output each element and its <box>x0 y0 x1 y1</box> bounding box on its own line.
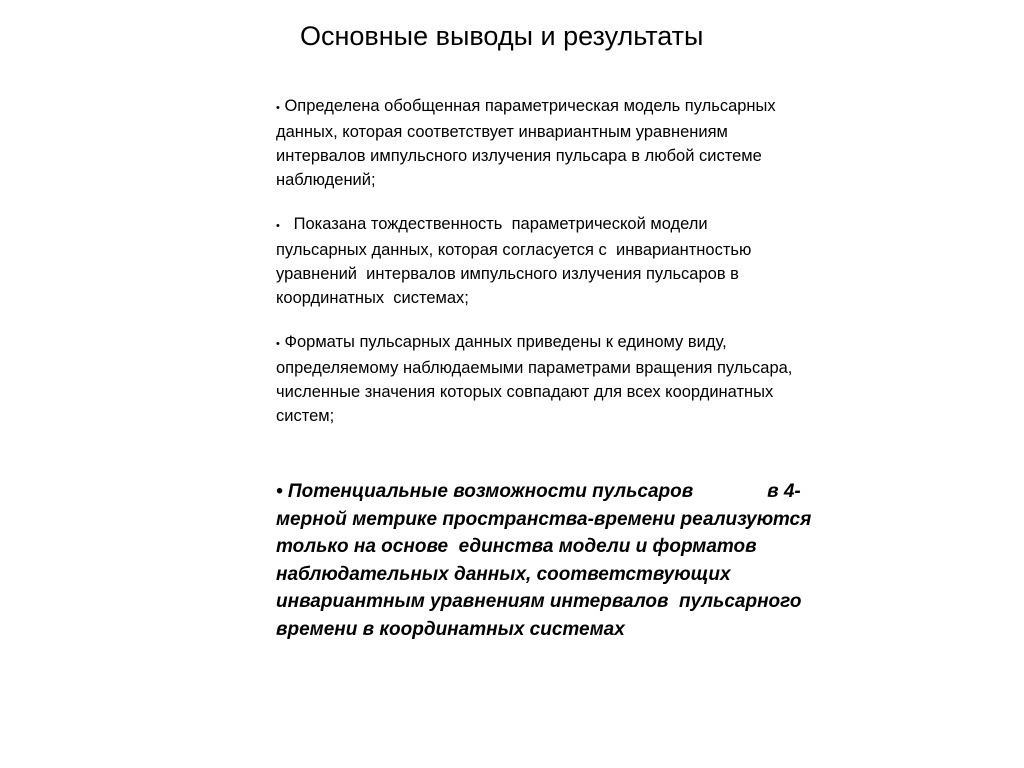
bullet-item-conclusion <box>276 478 876 643</box>
bullet-list <box>276 94 876 643</box>
bullet-line: координатных системах; <box>276 289 469 307</box>
bullet-marker: • <box>276 102 280 114</box>
bullet-line: • Показана тождественность параметрической модели <box>276 215 708 233</box>
bullet-item-formats <box>276 330 876 428</box>
bullet-line: наблюдательных данных, соответствующих <box>276 563 731 585</box>
bullet-marker: • <box>276 481 283 502</box>
bullet-line: численные значения которых совпадают для всех координатных <box>276 383 774 401</box>
bullet-line: инвариантным уравнениям интервалов пульсарного <box>276 591 802 612</box>
bullet-marker: • <box>276 338 280 350</box>
bullet-line: • Потенциальные возможности пульсаров в 4- <box>276 481 801 502</box>
bullet-line: уравнений интервалов импульсного излучения пульсаров в <box>276 265 739 283</box>
bullet-line: интервалов импульсного излучения пульсара в любой системе <box>276 147 762 165</box>
bullet-line: определяемому наблюдаемыми параметрами вращения пульсара, <box>276 359 793 377</box>
bullet-line: наблюдений; <box>276 171 376 189</box>
bullet-line: • Форматы пульсарных данных приведены к единому виду, <box>276 333 727 351</box>
bullet-line: систем; <box>276 407 335 425</box>
bullet-marker: • <box>276 220 280 232</box>
slide-title: Основные выводы и результаты <box>300 21 704 51</box>
bullet-line: времени в координатных системах <box>276 618 625 640</box>
bullet-line: мерной метрике пространства-времени реализуются <box>276 508 812 530</box>
bullet-line: пульсарных данных, которая согласуется с инвариантностью <box>276 241 752 259</box>
bullet-item-identity <box>276 212 876 310</box>
bullet-line: только на основе единства модели и форматов <box>276 536 757 557</box>
bullet-item-model <box>276 94 876 192</box>
bullet-line: данных, которая соответствует инвариантным уравнениям <box>276 123 728 141</box>
bullet-line: • Определена обобщенная параметрическая модель пульсарных <box>276 97 776 115</box>
